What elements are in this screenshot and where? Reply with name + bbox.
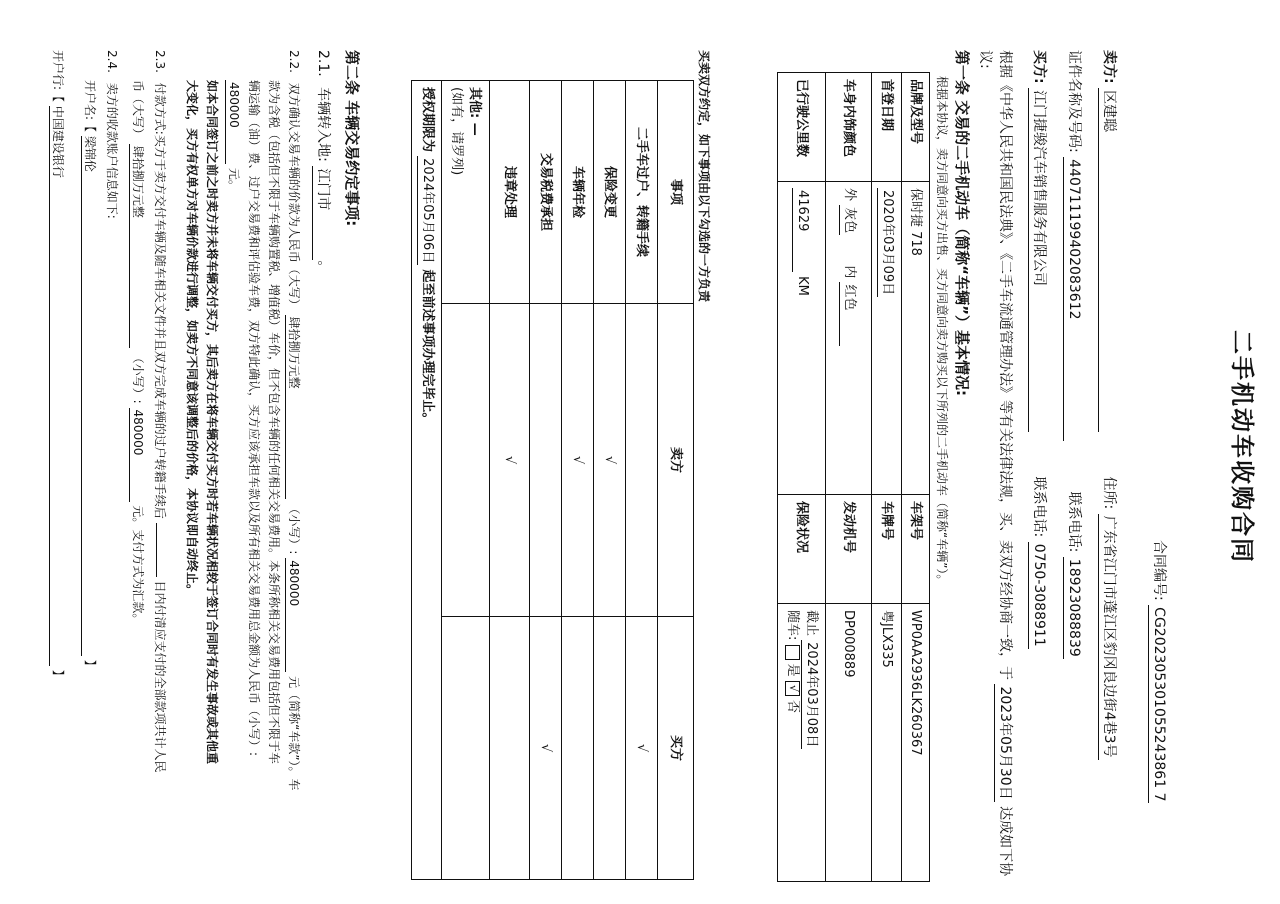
clause-2-2-total: 480000	[225, 80, 242, 164]
mileage-number: 41629	[792, 188, 811, 272]
seller-id-label: 证件名称及号码:	[1066, 50, 1082, 153]
engine-value: DP000889	[826, 604, 872, 882]
duty-header-item: 事项	[658, 81, 694, 304]
bank-line	[49, 50, 66, 682]
duty-header-buyer: 买方	[658, 617, 694, 880]
clause-2-2-num: 2.2.	[287, 50, 301, 73]
inner-color-prefix: 内	[841, 265, 857, 279]
seller-name: 区建聪	[1098, 88, 1118, 432]
duty-seller-check[interactable]: √	[562, 304, 594, 617]
insurance-label: 保险状况	[778, 495, 826, 604]
vin-label: 车架号	[902, 495, 930, 604]
duty-seller-check[interactable]: √	[490, 304, 530, 617]
duty-buyer-check[interactable]	[562, 617, 594, 880]
account-name-bracket: 】	[83, 659, 97, 672]
clause-2-4-num: 2.4.	[105, 50, 119, 73]
clause-2-3-line1	[152, 50, 168, 772]
intro-line	[994, 50, 1014, 876]
bank-bracket: 】	[51, 669, 65, 682]
contract-number-value: CG202305301055243861 7	[1148, 605, 1168, 803]
clause-2-2-line2: 款为含税（包括但不限于车辆购置税、增值税）车价，但不包含车辆的任何相关交易费用。本条所称相关交易费用包括但不限于车	[267, 80, 281, 765]
article1-text: 根据本协议，卖方同意向买方出售、买方同意向卖方购买以下所列的二手机动车（简称“车辆”）。	[935, 76, 949, 587]
clause-2-2-end: 元（简称“车款”）。车	[287, 676, 301, 791]
clause-2-2-total-end: 元。	[227, 167, 241, 192]
vin-value: WP0AA2936LK260367	[902, 604, 930, 882]
account-name: 梁锦伦	[81, 136, 98, 656]
inner-color: 红色	[839, 282, 858, 346]
buyer-label: 买方:	[1031, 50, 1047, 84]
clause-2-3-line2	[129, 80, 146, 625]
registration-label: 首登日期	[872, 73, 902, 182]
mileage-unit: KM	[794, 276, 810, 296]
insurance-no-label: 否	[785, 699, 800, 713]
buyer-phone: 0750-3088911	[1028, 542, 1048, 649]
contract-number-label: 合同编号:	[1151, 540, 1167, 601]
duty-other-hint: (如有，请罗列)	[449, 87, 465, 176]
duty-other-buyer	[442, 617, 490, 880]
insurance-value	[778, 604, 826, 882]
duty-table	[411, 80, 694, 880]
registration-value	[872, 182, 902, 495]
seller-id-value: 440711199402083612	[1063, 157, 1083, 441]
clause-2-2-line1	[285, 50, 302, 791]
clause-2-2-text: 双方确认交易车辆的价款为人民币（大写）	[287, 82, 301, 311]
contract-title: 二手机动车收购合同	[1228, 330, 1256, 564]
duty-item: 二手车过户、转籍手续	[626, 81, 658, 304]
deadline-end: 起至前述事项办理完毕止。	[419, 269, 435, 426]
intro-date: 2023年05月30日	[994, 684, 1014, 801]
intro-text: 根据《中华人民共和国民法典》、《二手车流通管理办法》等有关法律法规，买、卖双方经协商一致，于	[997, 50, 1013, 680]
duty-intro: 买卖双方约定，如下事项由以下勾选的一方负责	[697, 50, 711, 303]
seller-line	[1098, 50, 1118, 760]
clause-2-3-end2: 元。支付方式为汇款。	[131, 505, 145, 626]
clause-2-3-amount-cn: 肆拾捌万元整	[129, 144, 146, 348]
insurance-with-car	[783, 610, 801, 875]
clause-2-2-amount-cn: 肆拾捌万元整	[285, 315, 302, 499]
seller-phone-label: 联系电话:	[1066, 491, 1082, 553]
insurance-yes-label: 是	[785, 663, 800, 677]
clause-2-4-title: 卖方的收款账户信息如下:	[105, 82, 119, 219]
bank-name: 中国建设银行	[49, 106, 66, 666]
clause-2-3-end: 日内付清应支付的全部款项共计人民	[153, 580, 167, 773]
mileage-label: 已行驶公里数	[778, 73, 826, 182]
clause-2-2-bold2: 大变化，买方有权单方对车辆价款进行调整，如卖方不同意该调整后的价格，本协议即自动终止。	[185, 80, 199, 597]
duty-item: 车辆年检	[562, 81, 594, 304]
clause-2-1-label: 车辆转入地:	[315, 87, 331, 162]
color-value	[826, 182, 872, 495]
clause-2-2-bold1: 如本合同签订之前之时卖方并未将车辆交付买方，其后卖方在将车辆交付买方时若车辆状况相较于签订合同时有发生事故或其他重	[205, 80, 219, 765]
insurance-expiry	[801, 610, 820, 875]
outer-color-prefix: 外	[841, 188, 857, 202]
seller-id-line	[1063, 50, 1083, 659]
clause-2-3-cn-label: 币（大写）	[131, 80, 145, 141]
deadline-label: 授权期限为	[419, 87, 435, 153]
duty-buyer-check[interactable]	[490, 617, 530, 880]
clause-2-4	[104, 50, 120, 219]
brand-value: 保时捷 718	[902, 182, 930, 495]
plate-label: 车牌号	[872, 495, 902, 604]
clause-2-3-num: 2.3.	[153, 50, 167, 73]
seller-phone: 18923088839	[1063, 557, 1083, 659]
account-name-label: 开户名:【	[83, 80, 97, 133]
duty-deadline-row	[412, 81, 442, 880]
intro-end: 达成如下协	[997, 806, 1013, 877]
duty-other-seller	[442, 304, 490, 617]
bank-label: 开户行:【	[51, 50, 65, 103]
article2-title: 第二条 车辆交易约定事项:	[343, 50, 361, 227]
clause-2-3-days-blank	[156, 523, 157, 577]
buyer-phone-label: 联系电话:	[1031, 476, 1047, 538]
engine-label: 发动机号	[826, 495, 872, 604]
deadline-date: 2024年05月06日	[417, 156, 436, 265]
clause-2-1-num: 2.1.	[315, 50, 331, 77]
vehicle-info-table	[777, 72, 930, 882]
insurance-prefix: 截止	[803, 610, 819, 637]
clause-2-1	[312, 50, 332, 274]
clause-2-2-line4	[225, 80, 242, 192]
account-name-line	[81, 80, 98, 672]
clause-2-1-value: 江门市	[312, 166, 332, 260]
seller-label: 卖方:	[1101, 50, 1117, 84]
duty-seller-check[interactable]	[626, 304, 658, 617]
duty-buyer-check[interactable]	[594, 617, 626, 880]
seller-address: 广东省江门市蓬江区豹冈良边街4巷3号	[1098, 514, 1118, 760]
insurance-with-label: 随车:	[785, 610, 800, 641]
duty-item: 违章处理	[490, 81, 530, 304]
plate-value: 粤JLX335	[872, 604, 902, 882]
duty-buyer-check[interactable]: √	[530, 617, 562, 880]
duty-seller-check[interactable]: √	[594, 304, 626, 617]
buyer-name: 江门捷骏汽车销售服务有限公司	[1028, 88, 1048, 432]
article1-title: 第一条 交易的二手机动车（简称“车辆”）基本情况:	[953, 50, 971, 396]
duty-seller-check[interactable]	[530, 304, 562, 617]
insurance-no-checkbox[interactable]: √	[785, 681, 800, 696]
clause-2-3-amount: 480000	[129, 408, 146, 502]
insurance-yes-checkbox[interactable]	[785, 645, 800, 660]
outer-color: 灰色	[839, 205, 858, 235]
clause-2-2-small-label: （小写）:	[287, 502, 301, 555]
clause-2-2-amount: 480000	[285, 558, 302, 672]
duty-other-cell	[442, 81, 490, 304]
contract-number	[1148, 540, 1168, 803]
brand-label: 品牌及型号	[902, 73, 930, 182]
clause-2-2-line3: 辆运输（油）费、过户交易费和评估验车费，双方特此确认，买方应该承担车款以及所有相关交易费用总金额为人民币（小写）:	[247, 80, 261, 757]
mileage-value	[778, 182, 826, 495]
duty-item: 交易税费承担	[530, 81, 562, 304]
clause-2-1-end: 。	[315, 260, 331, 275]
buyer-line	[1028, 50, 1048, 649]
duty-item: 保险变更	[594, 81, 626, 304]
duty-header-seller: 卖方	[658, 304, 694, 617]
insurance-date: 2024年03月08日	[801, 640, 820, 749]
intro-end2: 议:	[977, 50, 993, 69]
duty-buyer-check[interactable]: √	[626, 617, 658, 880]
seller-address-label: 住所:	[1101, 476, 1117, 510]
registration-date: 2020年03月09日	[877, 188, 896, 297]
duty-other-label: 其他: —	[467, 87, 483, 136]
color-label: 车身内饰颜色	[826, 73, 872, 182]
clause-2-3-text: 付款方式:买方于卖方交付车辆及随车相关文件并且双方完成车辆的过户转籍手续后	[153, 82, 167, 519]
clause-2-3-small-label: （小写）:	[131, 351, 145, 404]
